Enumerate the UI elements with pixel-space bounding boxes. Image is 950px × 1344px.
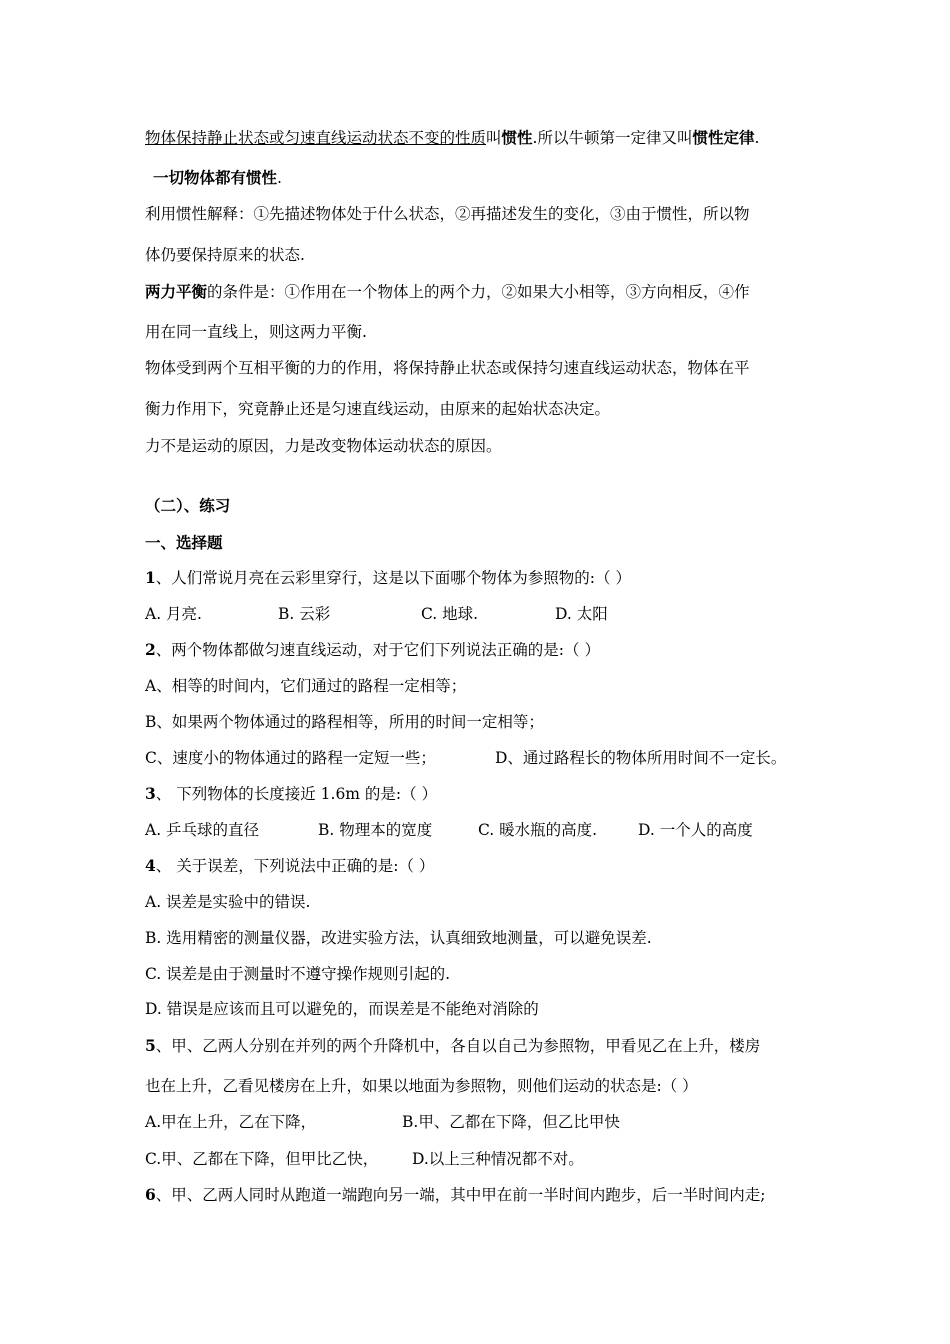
question-1-option-c: C. 地球. xyxy=(421,605,479,623)
all-objects-inertia-text: 一切物体都有惯性 xyxy=(153,168,278,187)
inertia-definition-mid: .所以牛顿第一定律又叫 xyxy=(532,129,693,147)
inertia-law-term: 惯性定律 xyxy=(692,128,755,147)
question-5-option-d: D.以上三种情况都不对。 xyxy=(412,1150,584,1168)
choice-section-title: 一、选择题 xyxy=(145,533,223,552)
question-3-number: 3 xyxy=(145,784,156,803)
inertia-definition-end: . xyxy=(754,129,760,147)
question-5-stem-line-2: 也在上升，乙看见楼房在上升，如果以地面为参照物，则他们运动的状态是:（ ） xyxy=(145,1077,698,1095)
question-3-option-a: A. 乒乓球的直径 xyxy=(145,821,260,839)
inertia-term: 惯性 xyxy=(501,128,533,147)
balance-condition-line-2: 用在同一直线上，则这两力平衡. xyxy=(145,323,367,341)
question-5-option-b: B.甲、乙都在下降，但乙比甲快 xyxy=(402,1113,620,1131)
question-2-option-c: C、速度小的物体通过的路程一定短一些； xyxy=(145,749,436,767)
question-5-option-a: A.甲在上升，乙在下降， xyxy=(145,1113,317,1131)
question-6-text-1: 、甲、乙两人同时从跑道一端跑向另一端，其中甲在前一半时间内跑步，后一半时间内走; xyxy=(155,1186,766,1204)
question-2-text: 、两个物体都做匀速直线运动，对于它们下列说法正确的是:（ ） xyxy=(155,641,600,659)
inertia-definition-underlined: 物体保持静止状态或匀速直线运动状态不变的性质 xyxy=(145,129,487,147)
question-2-stem xyxy=(145,640,600,660)
question-1-option-d: D. 太阳 xyxy=(555,605,608,623)
question-1-number: 1 xyxy=(145,568,156,587)
all-objects-inertia-end: . xyxy=(277,169,282,187)
question-4-option-a: A. 误差是实验中的错误. xyxy=(145,893,311,911)
question-3-option-c: C. 暖水瓶的高度. xyxy=(478,821,598,839)
question-2-option-b: B、如果两个物体通过的路程相等，所用的时间一定相等； xyxy=(145,713,544,731)
question-5-option-c: C.甲、乙都在下降，但甲比乙快， xyxy=(145,1150,379,1168)
question-6-stem-line-1 xyxy=(145,1185,766,1205)
explain-inertia-line-2: 体仍要保持原来的状态. xyxy=(145,246,305,264)
question-3-option-d: D. 一个人的高度 xyxy=(638,821,753,839)
question-4-option-b: B. 选用精密的测量仪器，改进实验方法，认真细致地测量，可以避免误差. xyxy=(145,929,652,947)
question-1-option-b: B. 云彩 xyxy=(278,605,331,623)
question-2-option-d: D、通过路程长的物体所用时间不一定长。 xyxy=(495,749,787,767)
question-3-text: 、 下列物体的长度接近 1.6m 的是:（ ） xyxy=(155,785,438,803)
question-4-option-d: D. 错误是应该而且可以避免的，而误差是不能绝对消除的 xyxy=(145,1000,539,1018)
question-4-number: 4 xyxy=(145,856,156,875)
balance-term: 两力平衡 xyxy=(145,282,208,301)
question-4-text: 、 关于误差，下列说法中正确的是:（ ） xyxy=(155,857,435,875)
question-5-text-1: 、甲、乙两人分别在并列的两个升降机中，各自以自己为参照物，甲看见乙在上升，楼房 xyxy=(155,1037,761,1055)
question-1-stem xyxy=(145,568,631,588)
question-2-option-a: A、相等的时间内，它们通过的路程一定相等； xyxy=(145,677,467,695)
question-4-stem xyxy=(145,856,434,876)
question-3-stem xyxy=(145,784,437,804)
inertia-definition xyxy=(145,128,759,148)
inertia-definition-jiao: 叫 xyxy=(486,129,502,147)
balanced-force-effect-line-2: 衡力作用下，究竟静止还是匀速直线运动，由原来的起始状态决定。 xyxy=(145,400,611,418)
question-3-option-b: B. 物理本的宽度 xyxy=(318,821,433,839)
question-1-option-a: A. 月亮. xyxy=(145,605,202,623)
question-5-number: 5 xyxy=(145,1036,156,1055)
balanced-force-effect-line-1: 物体受到两个互相平衡的力的作用，将保持静止状态或保持匀速直线运动状态，物体在平 xyxy=(145,359,750,377)
explain-inertia-line-1: 利用惯性解释：①先描述物体处于什么状态，②再描述发生的变化，③由于惯性，所以物 xyxy=(145,205,750,223)
balance-condition-text: 的条件是：①作用在一个物体上的两个力，②如果大小相等，③方向相反，④作 xyxy=(207,283,750,301)
question-6-number: 6 xyxy=(145,1185,156,1204)
question-5-stem-line-1 xyxy=(145,1036,760,1056)
question-4-option-c: C. 误差是由于测量时不遵守操作规则引起的. xyxy=(145,965,451,983)
force-cause-statement: 力不是运动的原因，力是改变物体运动状态的原因。 xyxy=(145,437,502,455)
practice-section-title: （二）、练习 xyxy=(145,496,231,515)
question-1-text: 、人们常说月亮在云彩里穿行，这是以下面哪个物体为参照物的:（ ） xyxy=(155,569,631,587)
balance-condition-line-1 xyxy=(145,282,750,302)
question-2-number: 2 xyxy=(145,640,156,659)
all-objects-inertia xyxy=(153,168,282,188)
